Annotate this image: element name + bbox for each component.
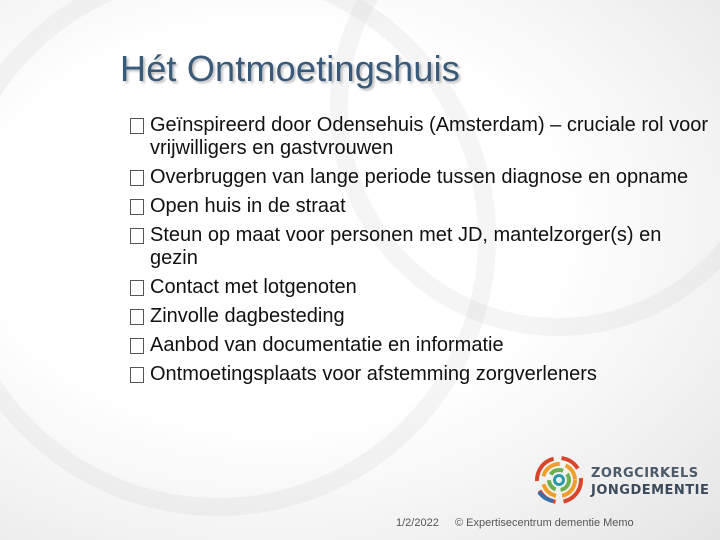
slide-title: Hét Ontmoetingshuis [120, 48, 460, 89]
bullet-text: Overbruggen van lange periode tussen diagnose en opname [150, 166, 689, 188]
logo-line-jongdementie: JONGDEMENTIE [591, 483, 710, 498]
bullet-list [130, 114, 710, 392]
checkbox-square-icon [130, 280, 144, 296]
checkbox-square-icon [130, 309, 144, 325]
bullet-text: Open huis in de straat [150, 195, 346, 217]
footer-copyright: © Expertisecentrum dementie Memo [455, 517, 634, 529]
bullet-text: Ontmoetingsplaats voor afstemming zorgverleners [150, 363, 597, 385]
list-item [130, 334, 710, 357]
bullet-text: Aanbod van documentatie en informatie [150, 334, 504, 356]
bullet-text: Zinvolle dagbesteding [150, 305, 345, 327]
list-item [130, 195, 710, 218]
footer-date: 1/2/2022 [396, 517, 439, 529]
checkbox-square-icon [130, 367, 144, 383]
list-item [130, 363, 710, 386]
logo-wordmark [591, 466, 709, 498]
list-item [130, 166, 710, 189]
checkbox-square-icon [130, 170, 144, 186]
zorgcirkels-rings-logo-icon [533, 452, 585, 508]
logo-line-zorgcirkels: ZORGCIRKELS [591, 466, 699, 481]
checkbox-square-icon [130, 228, 144, 244]
list-item [130, 305, 710, 328]
bullet-text: Geïnspireerd door Odensehuis (Amsterdam) – cruciale rol voor vrijwilligers en gastvrouwen [150, 114, 709, 159]
list-item [130, 276, 710, 299]
checkbox-square-icon [130, 118, 144, 134]
bullet-text: Steun op maat voor personen met JD, mantelzorger(s) en gezin [150, 224, 662, 269]
bullet-text: Contact met lotgenoten [150, 276, 357, 298]
list-item [130, 224, 710, 270]
list-item [130, 114, 710, 160]
zorgcirkels-logo [533, 452, 720, 512]
checkbox-square-icon [130, 338, 144, 354]
checkbox-square-icon [130, 199, 144, 215]
